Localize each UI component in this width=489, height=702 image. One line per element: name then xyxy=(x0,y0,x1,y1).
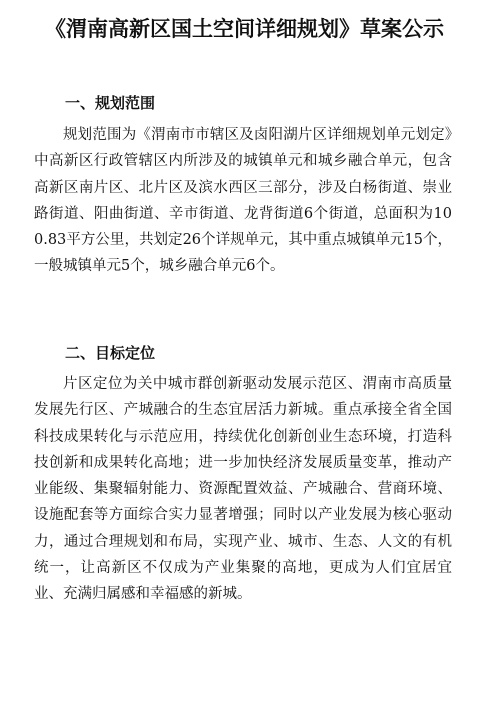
section-heading-positioning: 二、目标定位 xyxy=(65,344,156,362)
section-body-positioning: 片区定位为关中城市群创新驱动发展示范区、渭南市高质量发展先行区、产城融合的生态宜居活力新城。重点承接全省全国科技成果转化与示范应用，持续优化创新创业生态环境，打造科技创新和成果转化高地；进一步加快经济发展质量变革，推动产业能级、集聚辐射能力、资源配置效益、产城融合、营商环境、设施配套等方面综合实力显著增强；同时以产业发展为核心驱动力，通过合理规划和布局，实现产业、城市、生态、人文的有机统一，让高新区不仅成为产业集聚的高地，更成为人们宜居宜业、充满归属感和幸福感的新城。 xyxy=(34,376,452,603)
document-title: 《渭南高新区国土空间详细规划》草案公示 xyxy=(45,17,444,41)
section-body-scope: 规划范围为《渭南市市辖区及卤阳湖片区详细规划单元划定》中高新区行政管辖区内所涉及的城镇单元和城乡融合单元，包含高新区南片区、北片区及滨水西区三部分，涉及白杨街道、崇业路街道、阳曲街道、辛市街道、龙背街道6个街道，总面积为100.83平方公里，共划定26个详规单元，其中重点城镇单元15个，一般城镇单元5个，城乡融合单元6个。 xyxy=(34,127,452,275)
section-heading-scope: 一、规划范围 xyxy=(65,94,156,112)
